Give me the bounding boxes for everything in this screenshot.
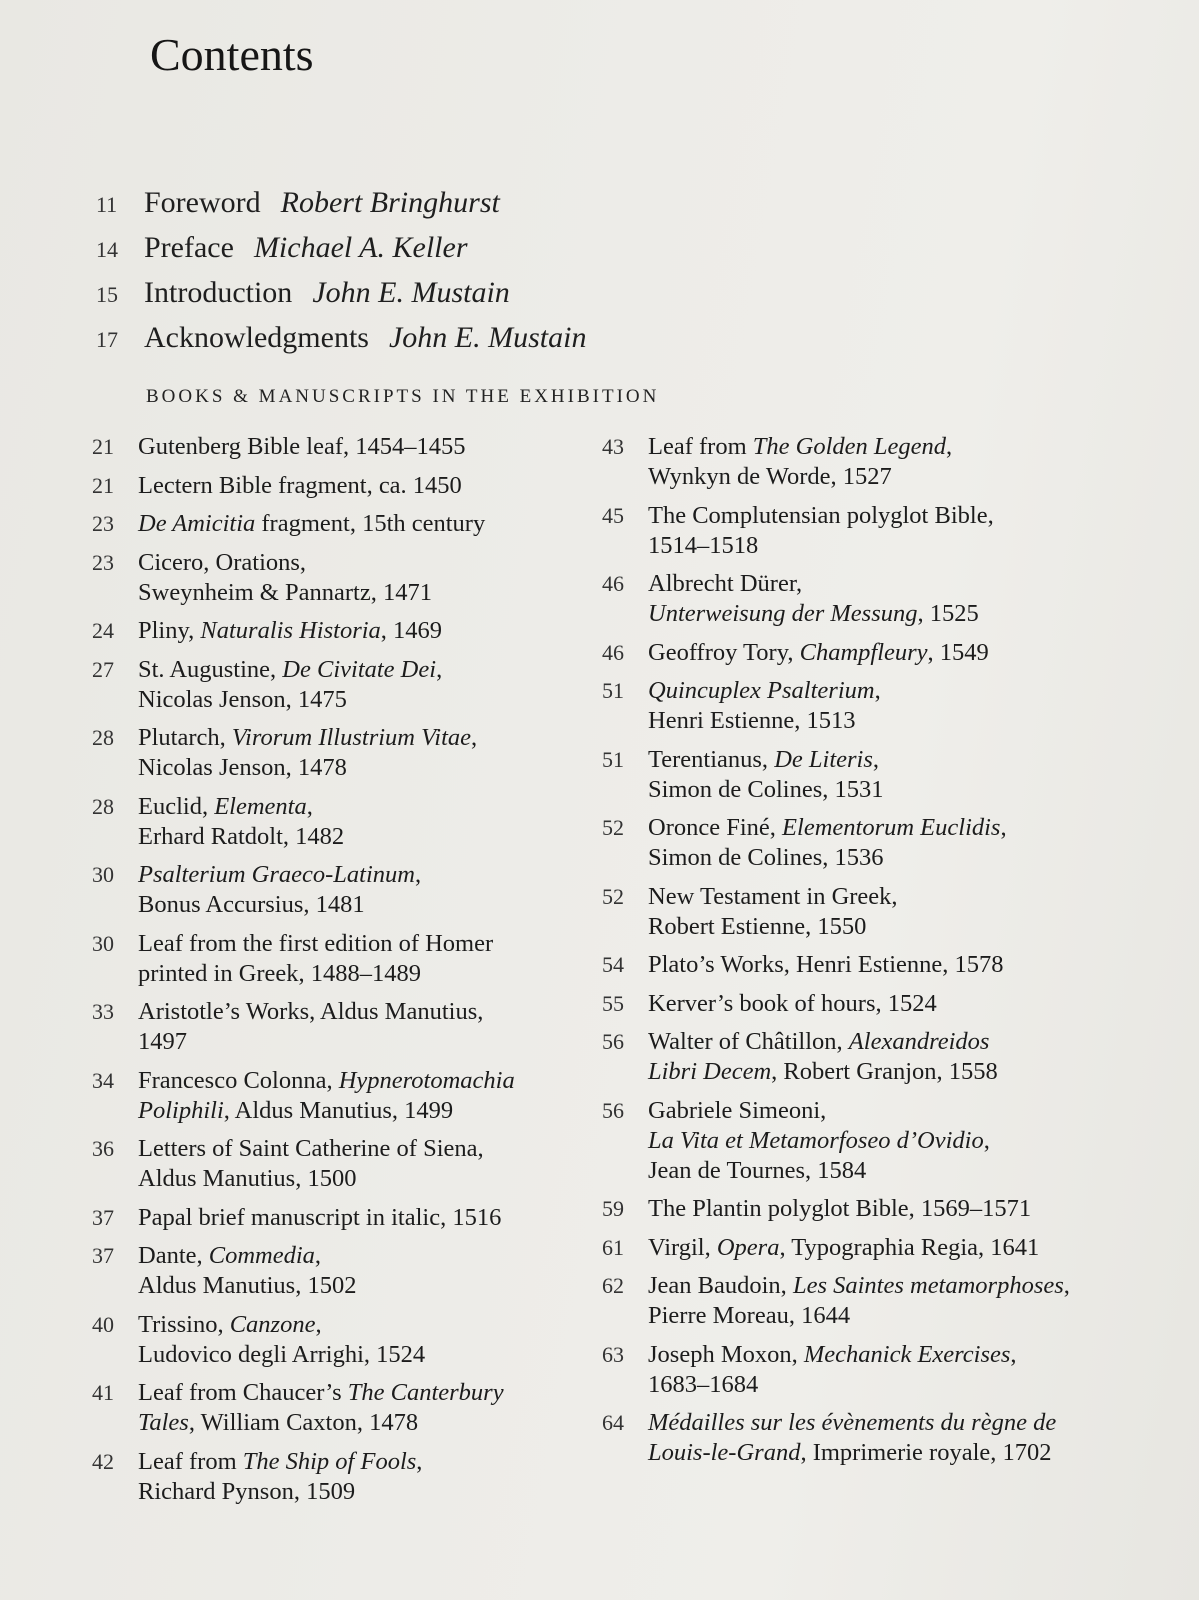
entry-line — [138, 432, 466, 462]
entry-text — [138, 1447, 422, 1507]
entry-segment: Pliny, — [138, 617, 201, 644]
entry-segment: , — [1063, 1272, 1070, 1299]
entry-line — [138, 655, 442, 685]
entry-author: Michael A. Keller — [253, 231, 468, 264]
entry-text — [138, 471, 462, 501]
entry-line — [648, 501, 994, 531]
italic-title: Tales — [138, 1409, 189, 1436]
entry-text — [648, 432, 952, 492]
entry-segment: , — [872, 745, 879, 773]
entry-line — [138, 1477, 422, 1507]
entry-segment: , Typographia Regia, 1641 — [779, 1233, 1040, 1261]
entry-line — [138, 548, 432, 578]
entry-text — [648, 1408, 1056, 1468]
entry-segment: Erhard Ratdolt, 1482 — [138, 822, 345, 850]
entry-text — [138, 509, 485, 539]
entry-line — [138, 1310, 425, 1340]
toc-entry — [602, 432, 1102, 492]
entry-text — [138, 548, 432, 608]
page-number: 59 — [602, 1196, 624, 1221]
entry-line — [138, 1134, 484, 1164]
italic-title: Quincuplex Psalterium — [648, 677, 875, 704]
italic-title: Champfleury — [799, 638, 928, 666]
italic-title: Psalterium Graeco-Latinum — [138, 861, 415, 888]
italic-title: Elementa — [214, 792, 307, 820]
entry-segment: New Testament in Greek, — [648, 882, 898, 910]
page-number: 11 — [96, 192, 118, 217]
page-number: 37 — [92, 1204, 114, 1230]
entry-segment: Letters of Saint Catherine of Siena, — [138, 1135, 484, 1162]
page-number: 36 — [92, 1136, 114, 1161]
italic-title: Alexandreidos — [848, 1028, 990, 1055]
entry-segment: Richard Pynson, 1509 — [138, 1477, 356, 1505]
entry-line — [138, 1378, 504, 1408]
toc-entry — [92, 929, 582, 989]
toc-entry — [602, 745, 1102, 805]
entry-segment: The Complutensian polyglot Bible, — [648, 501, 994, 529]
entry-segment: Papal brief manuscript in italic, 1516 — [138, 1203, 502, 1231]
page-number: 55 — [602, 990, 624, 1016]
entry-text — [648, 569, 979, 629]
entry-segment: , — [414, 861, 422, 888]
entry-text — [138, 432, 466, 462]
entry-segment: Albrecht Dürer, — [648, 570, 803, 597]
toc-entry — [92, 432, 582, 462]
toc-entry — [92, 471, 582, 501]
entry-segment: Terentianus, — [648, 745, 775, 773]
toc-entry — [602, 569, 1102, 629]
entry-segment: Plato’s Works, Henri Estienne, 1578 — [648, 951, 1004, 978]
page-number: 23 — [92, 511, 114, 536]
page-number: 51 — [602, 678, 624, 703]
entry-text — [138, 655, 442, 715]
entry-segment: 1497 — [138, 1028, 187, 1055]
italic-title: Poliphili — [138, 1096, 224, 1124]
entry-line — [138, 860, 421, 890]
entry-segment: , 1469 — [380, 617, 443, 644]
entry-segment: , — [471, 724, 478, 751]
entry-text — [648, 1340, 1017, 1400]
page-number: 51 — [602, 746, 624, 772]
entry-segment: , 1525 — [917, 600, 979, 627]
toc-entry — [602, 501, 1102, 561]
entry-text — [648, 1194, 1031, 1224]
entry-text — [138, 1378, 504, 1438]
entry-segment: Dante, — [138, 1242, 209, 1269]
toc-left-column — [92, 432, 582, 1515]
italic-title: Commedia — [208, 1242, 315, 1269]
entry-segment: , 1549 — [927, 638, 989, 666]
entry-line — [648, 1156, 990, 1186]
page-number: 46 — [602, 571, 624, 596]
entry-text — [138, 723, 477, 783]
entry-title: Introduction — [144, 276, 293, 309]
entry-text — [138, 1241, 356, 1301]
italic-title: The Ship of Fools — [242, 1447, 417, 1475]
front-matter-list — [96, 186, 696, 366]
entry-line — [648, 1408, 1056, 1438]
entry-text — [138, 997, 483, 1057]
page-number: 24 — [92, 618, 114, 643]
toc-entry — [92, 616, 582, 646]
entry-line — [138, 1408, 504, 1438]
entry-segment: Cicero, Orations, — [138, 548, 307, 576]
entry-segment: , — [946, 433, 953, 460]
entry-segment: Leaf from the first edition of Homer — [138, 929, 494, 957]
page-number: 21 — [92, 434, 114, 459]
entry-segment: fragment, 15th century — [255, 510, 486, 537]
page-number: 30 — [92, 930, 114, 956]
page-number: 40 — [92, 1311, 114, 1337]
toc-entry — [96, 231, 696, 276]
toc-entry — [96, 186, 696, 231]
page-number: 64 — [602, 1410, 624, 1435]
toc-entry — [602, 1233, 1102, 1263]
entry-line — [138, 929, 493, 959]
entry-segment: The Plantin polyglot Bible, 1569–1571 — [648, 1195, 1032, 1222]
italic-title: La Vita et Metamorfoseo d’Ovidio — [648, 1126, 984, 1154]
toc-entry — [92, 1447, 582, 1507]
entry-line — [138, 1027, 483, 1057]
toc-entry — [92, 1310, 582, 1370]
entry-text — [648, 1233, 1039, 1263]
entry-segment: Robert Estienne, 1550 — [648, 912, 867, 940]
entry-text — [648, 638, 989, 668]
entry-segment: Lectern Bible fragment, ca. 1450 — [138, 471, 462, 499]
page-number: 41 — [92, 1380, 114, 1405]
page-number: 56 — [602, 1097, 624, 1123]
entry-text — [138, 860, 421, 920]
entry-text — [138, 1134, 484, 1194]
entry-segment: , — [306, 792, 313, 820]
entry-segment: Jean Baudoin, — [648, 1272, 793, 1299]
entry-author: Robert Bringhurst — [280, 186, 500, 219]
entry-line — [138, 792, 344, 822]
page-number: 52 — [602, 815, 624, 840]
toc-entry — [602, 1408, 1102, 1468]
page-number: 46 — [602, 639, 624, 665]
entry-line — [138, 616, 442, 646]
toc-entry — [92, 1134, 582, 1194]
entry-line — [138, 1271, 356, 1301]
entry-segment: , — [436, 655, 443, 683]
entry-title: Acknowledgments — [144, 321, 369, 354]
entry-title: Preface — [144, 231, 234, 264]
entry-text — [648, 745, 883, 805]
entry-line — [648, 1194, 1031, 1224]
entry-line — [138, 1241, 356, 1271]
entry-line — [648, 462, 952, 492]
entry-text — [648, 676, 881, 736]
entry-segment: Aldus Manutius, 1502 — [138, 1272, 357, 1299]
entry-segment: , — [1000, 814, 1007, 841]
entry-segment: Aristotle’s Works, Aldus Manutius, — [138, 998, 484, 1025]
entry-line — [648, 676, 881, 706]
entry-text — [138, 1066, 515, 1126]
entry-line — [648, 432, 952, 462]
italic-title: Mechanick Exercises — [803, 1340, 1011, 1368]
entry-text — [138, 616, 442, 646]
page-number: 34 — [92, 1067, 114, 1093]
italic-title: Les Saintes metamorphoses — [792, 1272, 1064, 1299]
entry-line — [138, 1096, 515, 1126]
page-number: 43 — [602, 434, 624, 459]
entry-line — [138, 822, 344, 852]
toc-entry — [92, 1066, 582, 1126]
italic-title: Hypnerotomachia — [338, 1066, 515, 1094]
toc-entry — [92, 655, 582, 715]
entry-segment: , Imprimerie royale, 1702 — [800, 1439, 1052, 1466]
entry-segment: Aldus Manutius, 1500 — [138, 1165, 357, 1192]
entry-line — [648, 531, 994, 561]
entry-line — [138, 1066, 515, 1096]
entry-text — [648, 501, 994, 561]
toc-entry — [602, 1271, 1102, 1331]
entry-line — [648, 775, 883, 805]
entry-line — [648, 912, 898, 942]
entry-line — [138, 1340, 425, 1370]
toc-entry — [602, 638, 1102, 668]
italic-title: Médailles sur les évènements du règne de — [648, 1409, 1057, 1436]
page-number: 23 — [92, 549, 114, 575]
page-number: 61 — [602, 1234, 624, 1260]
entry-segment: , William Caxton, 1478 — [188, 1409, 419, 1436]
entry-segment: , — [416, 1447, 423, 1475]
toc-entry — [92, 1241, 582, 1301]
entry-segment: Simon de Colines, 1536 — [648, 844, 884, 871]
entry-line — [138, 723, 477, 753]
page-number: 17 — [96, 327, 118, 352]
entry-line — [648, 1301, 1070, 1331]
toc-entry — [602, 950, 1102, 980]
italic-title: Virorum Illustrium Vitae — [231, 724, 471, 751]
page-number: 62 — [602, 1273, 624, 1298]
toc-entry — [602, 1027, 1102, 1087]
entry-line — [648, 882, 898, 912]
toc-entry — [92, 509, 582, 539]
entry-text — [138, 1310, 425, 1370]
entry-line — [648, 813, 1007, 843]
entry-segment: Kerver’s book of hours, 1524 — [648, 989, 937, 1017]
entry-segment: Nicolas Jenson, 1478 — [138, 754, 347, 781]
italic-title: Louis-le-Grand — [648, 1439, 801, 1466]
italic-title: Libri Decem — [648, 1058, 772, 1085]
entry-text — [138, 1203, 501, 1233]
page-number: 14 — [96, 237, 118, 262]
page-number: 28 — [92, 725, 114, 750]
entry-segment: Leaf from — [138, 1447, 243, 1475]
entry-segment: Euclid, — [138, 792, 215, 820]
entry-segment: 1683–1684 — [648, 1370, 759, 1398]
entry-line — [648, 1370, 1017, 1400]
entry-text — [648, 1027, 998, 1087]
entry-line — [648, 1027, 998, 1057]
toc-entry — [602, 813, 1102, 873]
page-number: 63 — [602, 1341, 624, 1367]
entry-segment: Sweynheim & Pannartz, 1471 — [138, 578, 432, 606]
entry-line — [138, 1164, 484, 1194]
entry-line — [138, 1203, 501, 1233]
entry-segment: , — [314, 1242, 322, 1269]
entry-title: Foreword — [144, 186, 261, 219]
entry-segment: St. Augustine, — [138, 655, 283, 683]
entry-segment: Walter of Châtillon, — [648, 1028, 849, 1055]
entry-line — [648, 1096, 990, 1126]
entry-text — [648, 1096, 990, 1186]
entry-segment: , — [983, 1126, 990, 1154]
toc-entry — [92, 1378, 582, 1438]
entry-text — [648, 950, 1004, 980]
entry-segment: printed in Greek, 1488–1489 — [138, 959, 422, 987]
italic-title: De Amicitia — [138, 510, 256, 537]
page-number: 21 — [92, 472, 114, 498]
entry-author: John E. Mustain — [388, 321, 587, 354]
entry-line — [138, 685, 442, 715]
entry-line — [138, 509, 485, 539]
entry-line — [138, 997, 483, 1027]
entry-line — [138, 890, 421, 920]
toc-entry — [92, 723, 582, 783]
italic-title: Opera — [716, 1233, 780, 1261]
entry-text — [648, 813, 1007, 873]
italic-title: The Canterbury — [347, 1379, 504, 1406]
entry-text — [648, 1271, 1070, 1331]
entry-segment: Jean de Tournes, 1584 — [648, 1156, 867, 1184]
entry-line — [138, 1447, 422, 1477]
page-title: Contents — [150, 29, 314, 80]
italic-title: Elementorum Euclidis — [782, 814, 1001, 841]
toc-entry — [96, 276, 696, 321]
entry-segment: Francesco Colonna, — [138, 1066, 339, 1094]
entry-author: John E. Mustain — [312, 276, 510, 309]
entry-text — [648, 882, 898, 942]
toc-entry — [602, 1194, 1102, 1224]
entry-segment: Simon de Colines, 1531 — [648, 775, 884, 803]
entry-line — [648, 638, 989, 668]
entry-segment: Leaf from — [648, 433, 753, 460]
page-number: 15 — [96, 282, 118, 307]
italic-title: Unterweisung der Messung — [648, 600, 918, 627]
entry-segment: Trissino, — [138, 1310, 230, 1338]
entry-line — [648, 706, 881, 736]
entry-segment: Virgil, — [648, 1233, 717, 1261]
entry-line — [648, 1057, 998, 1087]
entry-line — [648, 745, 883, 775]
entry-segment: Joseph Moxon, — [648, 1340, 804, 1368]
entry-segment: Pierre Moreau, 1644 — [648, 1302, 851, 1329]
italic-title: De Civitate Dei — [282, 655, 437, 683]
entry-text — [138, 792, 344, 852]
toc-entry — [602, 882, 1102, 942]
entry-line — [138, 959, 493, 989]
toc-entry — [92, 792, 582, 852]
entry-segment: , Robert Granjon, 1558 — [771, 1058, 998, 1085]
entry-line — [138, 471, 462, 501]
page-number: 37 — [92, 1243, 114, 1268]
entry-text — [138, 929, 493, 989]
entry-segment: Nicolas Jenson, 1475 — [138, 685, 347, 713]
page-number: 28 — [92, 793, 114, 819]
entry-line — [648, 599, 979, 629]
entry-segment: , — [874, 677, 881, 704]
entry-line — [648, 950, 1004, 980]
page-number: 54 — [602, 952, 624, 977]
entry-line — [138, 578, 432, 608]
entry-line — [648, 1438, 1056, 1468]
entry-segment: , — [1010, 1340, 1017, 1368]
page-number: 42 — [92, 1448, 114, 1474]
toc-entry — [602, 1096, 1102, 1186]
entry-segment: Gabriele Simeoni, — [648, 1096, 827, 1124]
toc-entry — [92, 860, 582, 920]
entry-segment: Oronce Finé, — [648, 814, 783, 841]
page-number: 27 — [92, 656, 114, 682]
page-number: 52 — [602, 883, 624, 909]
italic-title: Naturalis Historia — [200, 617, 381, 644]
entry-segment: 1514–1518 — [648, 531, 759, 559]
toc-entry — [602, 1340, 1102, 1400]
entry-segment: Gutenberg Bible leaf, 1454–1455 — [138, 433, 466, 460]
toc-entry — [602, 676, 1102, 736]
italic-title: Canzone — [229, 1310, 316, 1338]
entry-line — [648, 843, 1007, 873]
entry-line — [648, 1271, 1070, 1301]
entry-segment: Leaf from Chaucer’s — [138, 1379, 348, 1406]
entry-segment: Ludovico degli Arrighi, 1524 — [138, 1340, 426, 1368]
toc-entry — [92, 997, 582, 1057]
entry-line — [648, 1233, 1039, 1263]
page-number: 30 — [92, 862, 114, 887]
entry-line — [138, 753, 477, 783]
section-heading: BOOKS & MANUSCRIPTS IN THE EXHIBITION — [146, 386, 660, 407]
entry-line — [648, 1340, 1017, 1370]
italic-title: The Golden Legend — [752, 433, 946, 460]
entry-segment: Geoffroy Tory, — [648, 638, 800, 666]
page-number: 45 — [602, 502, 624, 528]
entry-segment: Bonus Accursius, 1481 — [138, 891, 365, 918]
page-number: 56 — [602, 1029, 624, 1054]
entry-segment: , — [315, 1310, 322, 1338]
italic-title: De Literis — [774, 745, 873, 773]
entry-line — [648, 569, 979, 599]
toc-entry — [602, 989, 1102, 1019]
toc-right-column — [602, 432, 1102, 1477]
entry-segment: Plutarch, — [138, 724, 232, 751]
entry-text — [648, 989, 937, 1019]
entry-segment: Henri Estienne, 1513 — [648, 707, 856, 734]
toc-entry — [92, 548, 582, 608]
toc-entry — [92, 1203, 582, 1233]
entry-segment: , Aldus Manutius, 1499 — [223, 1096, 454, 1124]
page-number: 33 — [92, 999, 114, 1024]
entry-line — [648, 1126, 990, 1156]
entry-line — [648, 989, 937, 1019]
entry-segment: Wynkyn de Worde, 1527 — [648, 463, 892, 490]
toc-entry — [96, 321, 696, 366]
